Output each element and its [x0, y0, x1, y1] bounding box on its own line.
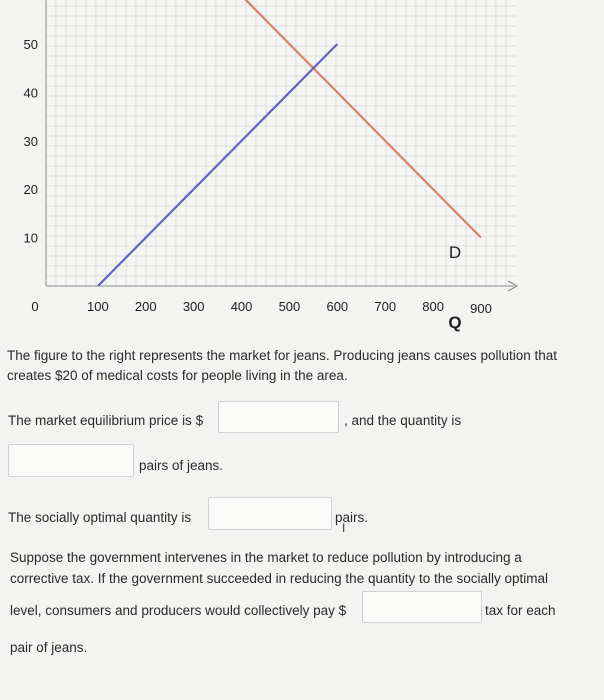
eq-qty-input[interactable] [8, 444, 134, 477]
market-chart [0, 0, 604, 335]
x-tick-label: 800 [422, 299, 444, 314]
x-tick-label: 900 [470, 301, 492, 316]
y-tick-label: 30 [23, 133, 38, 149]
tax-line-4: pair of jeans. [10, 640, 88, 655]
x-tick-label: 400 [230, 299, 253, 314]
text-cursor-icon: I [342, 521, 346, 535]
x-tick-label: 200 [134, 299, 157, 314]
eq-price-prefix: The market equilibrium price is $ [8, 413, 204, 428]
x-tick-label: 600 [326, 299, 349, 314]
eq-qty-label: , and the quantity is [344, 413, 462, 428]
social-qty-prefix: The socially optimal quantity is [8, 510, 192, 525]
chart-svg [0, 0, 604, 335]
y-tick-label: 20 [23, 182, 38, 198]
demand-curve-label: D [448, 243, 462, 262]
x-tick-label: 0 [31, 299, 39, 314]
eq-qty-suffix: pairs of jeans. [139, 458, 224, 473]
eq-price-input[interactable] [218, 401, 339, 433]
x-axis-title: Q [448, 313, 462, 332]
y-tick-label: 50 [23, 37, 38, 52]
tax-line-1: Suppose the government intervenes in the market to reduce pollution by introducing a [10, 550, 522, 565]
tax-suffix: tax for each [485, 603, 556, 618]
x-tick-label: 700 [374, 299, 397, 314]
x-tick-label: 300 [182, 299, 205, 314]
tax-line-2: corrective tax. If the government succeeded in reducing the quantity to the socially optimal [10, 571, 549, 586]
tax-line-3: level, consumers and producers would collectively pay $ [10, 603, 347, 618]
social-qty-suffix: pairs. [335, 510, 369, 525]
y-tick-label: 40 [23, 85, 38, 101]
y-tick-label: 10 [23, 230, 38, 246]
x-tick-label: 100 [87, 299, 109, 314]
problem-intro: The figure to the right represents the market for jeans. Producing jeans causes pollution that creates $20 of medical costs for people living in the area. [7, 348, 558, 383]
x-tick-label: 500 [278, 299, 301, 314]
tax-input[interactable] [362, 591, 482, 623]
plot-area [46, 0, 516, 286]
social-qty-input[interactable] [208, 497, 332, 530]
